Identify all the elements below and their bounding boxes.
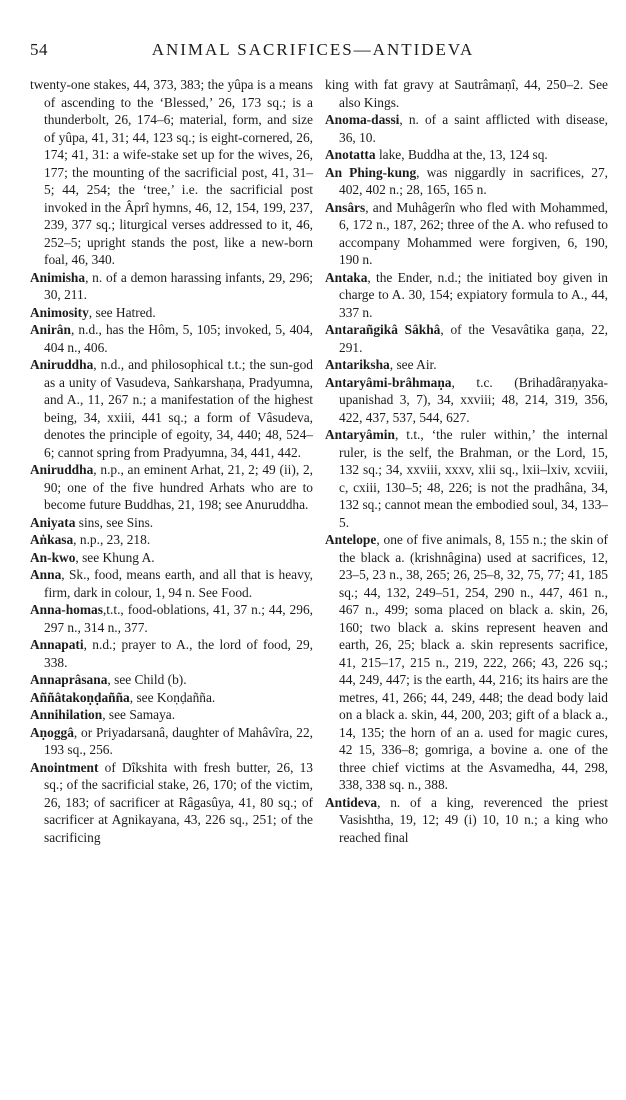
- entry-text: , of the Vesavâtika gaṇa, 22, 291.: [339, 322, 608, 355]
- entry-headword: Antaryâmin: [325, 427, 395, 442]
- entry-headword: Aññâtakoṇḍañña: [30, 689, 130, 705]
- entry-text: , t.t., ‘the ruler within,’ the internal ruler, is the self, the Brahman, or the Lord, 15, 132 sq.; 34, xxviii, xxxv, xlii sq., lxii–lxiv, xcviii, c, cxiii, 130–5; 48, 226; is not the pradhâna, 34, 132 sq.; cannot mean the embodied soul, 34, 133–5.: [339, 427, 608, 530]
- entry-headword: Annaprâsana: [30, 672, 108, 687]
- entry-text: twenty-one stakes, 44, 373, 383; the yûpa is a means of ascending to the ‘Blessed,’ 26, 173 sq.; is a thunderbolt, 26, 174–6; material, form, and size of yûpa, 41, 31; 44, 123 sq.; is eight-cornered, 26, 174; 41, 31: a wife-stake set up for the wives, 26, 177; the mounting of the sacrificial post, 41, 31–5; 44, 254; the ‘tree,’ i.e. the sacrificial post invoked in the Âprî hymns, 46, 12, 154, 199, 237, 239, 377 sq.; liturgical verses addressed to it, 46, 252–5; upright stands the post, like a new-born foal, 46, 340.: [30, 77, 313, 267]
- page-number: 54: [30, 40, 48, 59]
- index-entry: [30, 549, 313, 567]
- entry-text: , see Child (b).: [107, 672, 187, 687]
- index-entry: [30, 601, 313, 636]
- entry-headword: Aṇoggâ: [30, 724, 74, 740]
- entry-headword: Annihilation: [30, 707, 103, 722]
- entry-text: , see Samaya.: [102, 707, 176, 722]
- entry-headword: Anna-homas: [30, 602, 103, 617]
- index-entry: [325, 164, 608, 199]
- entry-headword: Ansârs: [325, 199, 366, 215]
- entry-headword: Antariksha: [325, 357, 390, 372]
- entry-headword: An Phing-kung: [325, 164, 417, 180]
- entry-text: king with fat gravy at Sautrâmaṇî, 44, 250–2. See also Kings.: [325, 77, 608, 110]
- right-column: [325, 76, 608, 846]
- index-entry: [30, 636, 313, 671]
- entry-text: ,t.t., food-oblations, 41, 37 n.; 44, 296, 297 n., 314 n., 377.: [44, 602, 313, 635]
- entry-headword: Aniruddha: [30, 462, 94, 477]
- entry-text: , the Ender, n.d.; the initiated boy given in charge to A. 30, 154; expiatory formula to A., 44, 337 n.: [339, 269, 608, 320]
- entry-headword: Aniyata: [30, 514, 76, 530]
- entry-text: , or Priyadarsanâ, daughter of Mahâvîra, 22, 193 sq., 256.: [44, 724, 313, 757]
- entry-headword: An-kwo: [30, 549, 76, 565]
- index-entry: [30, 671, 313, 689]
- entry-headword: Antideva: [325, 794, 378, 810]
- entry-headword: Aniruddha: [30, 357, 94, 372]
- index-entry: [30, 514, 313, 532]
- index-entry: [30, 566, 313, 601]
- left-column: [30, 76, 313, 846]
- index-entry: [30, 269, 313, 304]
- index-entry: [30, 321, 313, 356]
- entry-headword: Anoma-dassi: [325, 112, 400, 127]
- index-entry: [325, 531, 608, 794]
- entry-headword: Animisha: [30, 269, 86, 285]
- entry-headword: Antaka: [325, 269, 368, 285]
- entry-text: , n.d.; prayer to A., the lord of food, 29, 338.: [44, 637, 313, 670]
- entry-text: sins, see Sins.: [75, 514, 154, 530]
- index-entry: [325, 76, 608, 111]
- entry-text: , one of five animals, 8, 155 n.; the skin of the black a. (krishnâgina) used at sacrifices, 12, 23–5, 23 n., 38, 265; 26, 25–8, 32, 75, 77; 41, 185 sq.; 44, 132, 249–51, 254, 290 n., 447, 461 n., 467 n., 499; soma placed on black a. skin, 26, 160; two black a. skins represent heaven and earth, 26, 25; black a. skin represents sacrifice, 41, 215–17, 215 n., 219, 222, 266; 43, 226 sq.; 44, 249, 447; is the earth, 44, 216; its hairs are the metres, 41, 266; 44, 249, 448; the dead body laid on a black a. skin, 44, 200, 203; gift of a black a., 14, 135; the horn of an a. used for magic cures, 42 15, 336–8; gomriga, a bovine a. one of the three chief victims at the Asvamedha, 44, 298, 338, 338 sq. n., 388.: [339, 532, 608, 792]
- entry-text: , n.p., 23, 218.: [73, 532, 151, 547]
- index-entry: [30, 76, 313, 269]
- entry-text: , and Muhâgerîn who fled with Mohammed, 6, 172 n., 187, 262; three of the A. who refused to accompany Mohammed were forgiven, 6, 190, 190 n.: [339, 199, 608, 267]
- entry-headword: Antaryâmi-brâhmaṇa: [325, 374, 452, 390]
- index-entry: [325, 111, 608, 146]
- entry-text: , was niggardly in sacrifices, 27, 402, 402 n.; 28, 165, 165 n.: [339, 164, 609, 197]
- index-entry: [30, 531, 313, 549]
- entry-headword: Anna: [30, 567, 62, 582]
- entry-text: of Dîkshita with fresh butter, 26, 13 sq.; of the sacrificial stake, 26, 170; of the victim, 26, 183; of sacrificer at Râgasûya, 41, 80 sq.; of sacrificer at Agnikayana, 43, 226 sq., 251; of the sacrificing: [44, 759, 313, 845]
- index-entry: [325, 269, 608, 322]
- entry-text: , see Koṇḍañña.: [129, 689, 216, 705]
- entry-text: , n. of a saint afflicted with disease, 36, 10.: [339, 112, 608, 145]
- index-entry: [30, 356, 313, 461]
- index-entry: [30, 689, 313, 707]
- index-entry: [325, 321, 608, 356]
- entry-headword: Antelope: [325, 532, 377, 547]
- entry-text: , n. of a king, reverenced the priest Vasishtha, 19, 12; 49 (i) 10, 10 n.; a king who reached final: [339, 794, 608, 845]
- entry-headword: Anotatta: [325, 147, 376, 162]
- entry-text: , n.p., an eminent Arhat, 21, 2; 49 (ii), 2, 90; one of the five hundred Arhats who are to become future Buddhas, 21, 198; see Anuruddha.: [44, 462, 313, 512]
- entry-text: , n.d., has the Hôm, 5, 105; invoked, 5, 404, 404 n., 406.: [44, 322, 313, 355]
- entry-headword: Aṅkasa: [30, 532, 74, 547]
- index-entry: [325, 374, 608, 427]
- index-entry: [325, 794, 608, 847]
- entry-headword: Annapati: [30, 637, 84, 652]
- entry-headword: Anointment: [30, 759, 99, 775]
- index-entry: [325, 426, 608, 531]
- index-entry: [325, 199, 608, 269]
- index-entry: [30, 706, 313, 724]
- entry-text: , n.d., and philosophical t.t.; the sun-god as a unity of Vasudeva, Saṅkarshaṇa, Pradyumna, and A., 11, 267 n.; a manifestation of the highest being, 34, xxiii, 441 sq.; a form of Vâsudeva, denotes the principle of egoity, 34, 440; 48, 524–6; cannot spring from Pradyumna, 34, 441, 442.: [44, 357, 313, 460]
- entry-text: , t.c. (Brihadâraṇyaka-upanishad 3, 7), 34, xxviii; 48, 214, 319, 356, 422, 437, 537, 544, 627.: [339, 374, 608, 425]
- entry-headword: Animosity: [30, 304, 89, 320]
- running-head: ANIMAL SACRIFICES—ANTIDEVA: [151, 40, 475, 59]
- entry-text: , see Air.: [389, 357, 437, 372]
- index-entry: [325, 146, 608, 164]
- page-header: [26, 40, 600, 66]
- index-entry: [30, 304, 313, 322]
- index-entry: [30, 461, 313, 514]
- index-entry: [325, 356, 608, 374]
- entry-text: , n. of a demon harassing infants, 29, 296; 30, 211.: [44, 269, 313, 302]
- entry-headword: Anirân: [30, 322, 71, 337]
- entry-text: lake, Buddha at the, 13, 124 sq.: [375, 147, 548, 162]
- entry-text: , Sk., food, means earth, and all that is heavy, firm, dark in colour, 1, 94 n. See Food.: [44, 567, 313, 600]
- index-entry: [30, 724, 313, 759]
- entry-text: , see Hatred.: [88, 304, 156, 320]
- index-entry: [30, 759, 313, 847]
- entry-headword: Antarañgikâ Sâkhâ: [325, 322, 441, 337]
- entry-text: , see Khung A.: [75, 549, 155, 565]
